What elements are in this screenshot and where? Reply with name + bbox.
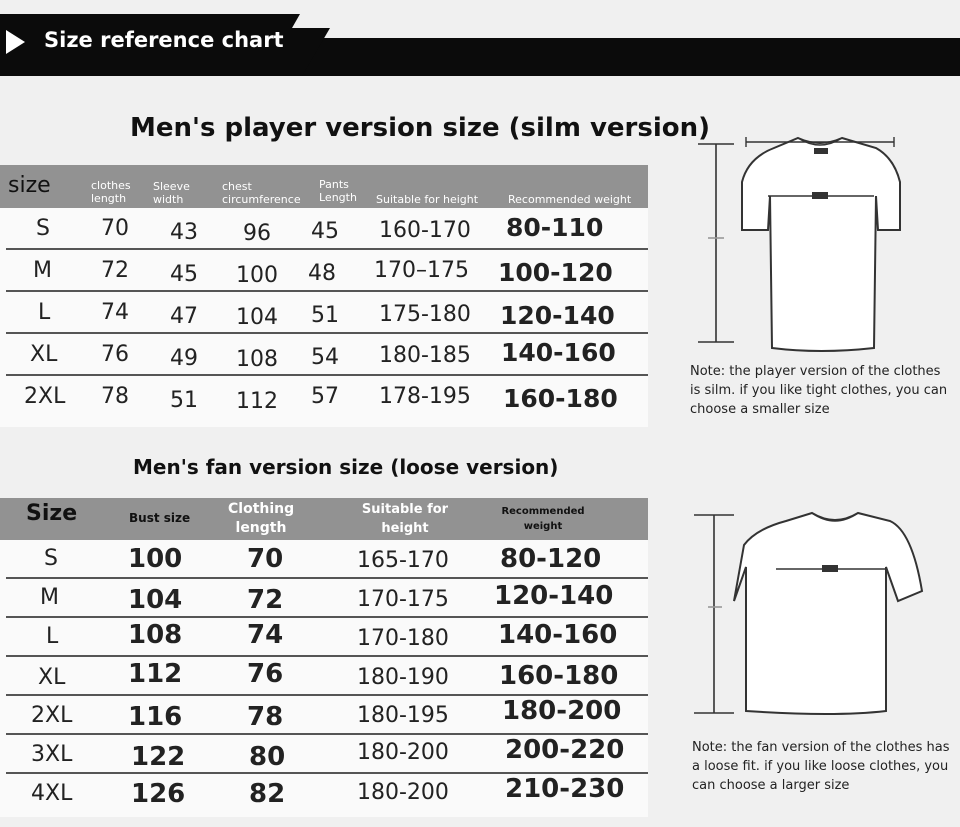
cell-chest: 100	[236, 263, 278, 288]
player-table-header	[0, 165, 648, 208]
header-chest: chest circumference	[222, 180, 301, 206]
cell-bust: 122	[131, 742, 186, 772]
tshirt-loose-diagram-icon	[690, 505, 950, 725]
fan-table-header	[0, 498, 648, 540]
cell-size: XL	[30, 342, 58, 367]
cell-length: 72	[247, 585, 284, 615]
cell-height: 178-195	[379, 384, 471, 409]
table-row	[0, 250, 648, 292]
cell-weight: 140-160	[498, 620, 618, 650]
cell-pants: 54	[311, 345, 339, 370]
cell-weight: 120-140	[494, 581, 614, 611]
cell-size: M	[33, 258, 52, 283]
table-row	[0, 292, 648, 334]
cell-size: XL	[38, 665, 66, 690]
cell-bust: 104	[128, 585, 183, 615]
cell-height: 180-200	[357, 740, 449, 765]
cell-bust: 108	[128, 620, 183, 650]
cell-size: 4XL	[31, 781, 73, 806]
cell-bust: 126	[131, 779, 186, 809]
tshirt-slim-diagram-icon	[690, 130, 950, 360]
fan-note: Note: the fan version of the clothes has a loose fit. if you like loose clothes, you can choose a larger size	[692, 740, 950, 793]
cell-bust: 116	[128, 702, 183, 732]
cell-size: M	[40, 585, 59, 610]
header-bust-size: Bust size	[129, 511, 191, 525]
cell-length: 80	[249, 742, 286, 772]
cell-sleeve: 45	[170, 262, 198, 287]
table-row	[0, 540, 648, 579]
cell-weight: 160-180	[499, 661, 619, 691]
header-suitable-height: Suitable for height	[361, 502, 449, 536]
cell-weight: 140-160	[501, 338, 616, 367]
cell-length: 78	[101, 384, 129, 409]
play-arrow-icon	[6, 30, 25, 54]
header-sleeve-width: Sleeve width	[153, 180, 190, 206]
cell-weight: 210-230	[505, 774, 625, 804]
cell-size: L	[46, 624, 59, 649]
cell-length: 82	[249, 779, 286, 809]
player-size-table	[0, 165, 648, 427]
cell-length: 70	[101, 216, 129, 241]
cell-height: 180-190	[357, 665, 449, 690]
cell-sleeve: 51	[170, 388, 198, 413]
cell-bust: 100	[128, 544, 183, 574]
cell-chest: 108	[236, 347, 278, 372]
cell-height: 160-170	[379, 218, 471, 243]
table-row	[0, 696, 648, 735]
header-size: size	[8, 173, 51, 198]
cell-pants: 45	[311, 219, 339, 244]
cell-sleeve: 43	[170, 220, 198, 245]
table-row	[0, 208, 648, 250]
cell-height: 170-180	[357, 626, 449, 651]
cell-length: 74	[101, 300, 129, 325]
cell-size: S	[36, 216, 50, 241]
cell-size: L	[38, 300, 51, 325]
cell-weight: 80-120	[500, 544, 602, 574]
cell-size: 3XL	[31, 742, 73, 767]
fan-section-title: Men's fan version size (loose version)	[133, 455, 559, 479]
page-title: Size reference chart	[44, 28, 284, 52]
cell-length: 76	[101, 342, 129, 367]
cell-length: 78	[247, 702, 284, 732]
cell-sleeve: 47	[170, 304, 198, 329]
header-suitable-height: Suitable for height	[376, 193, 479, 206]
table-row	[0, 774, 648, 813]
cell-pants: 48	[308, 261, 336, 286]
table-row	[0, 735, 648, 774]
table-row	[0, 579, 648, 618]
header-size: Size	[26, 501, 78, 526]
cell-weight: 80-110	[506, 213, 604, 242]
header-clothing-length: Clothing length	[228, 501, 295, 536]
header-recommended-weight: Recommended weight	[508, 193, 632, 206]
table-row	[0, 334, 648, 376]
player-section-title: Men's player version size (silm version)	[130, 113, 711, 143]
cell-chest: 104	[236, 305, 278, 330]
header-pants-length: Pants Length	[319, 178, 357, 204]
cell-weight: 160-180	[503, 384, 618, 413]
cell-weight: 200-220	[505, 735, 625, 765]
cell-bust: 112	[128, 659, 183, 689]
cell-weight: 180-200	[502, 696, 622, 726]
cell-size: S	[44, 546, 58, 571]
cell-height: 180-195	[357, 703, 449, 728]
cell-size: 2XL	[24, 384, 66, 409]
table-row	[0, 618, 648, 657]
cell-height: 175-180	[379, 302, 471, 327]
cell-height: 180-200	[357, 780, 449, 805]
header-clothes-length: clothes length	[91, 179, 131, 205]
cell-chest: 112	[236, 389, 278, 414]
player-note: Note: the player version of the clothes is silm. if you like tight clothes, you can choose a smaller size	[690, 364, 948, 417]
cell-length: 70	[247, 544, 284, 574]
cell-height: 170-175	[357, 587, 449, 612]
cell-weight: 100-120	[498, 258, 613, 287]
cell-height: 165-170	[357, 548, 449, 573]
table-row	[0, 657, 648, 696]
fan-size-table	[0, 498, 648, 817]
cell-length: 72	[101, 258, 129, 283]
cell-chest: 96	[243, 221, 271, 246]
table-row	[0, 376, 648, 418]
cell-pants: 57	[311, 384, 339, 409]
cell-weight: 120-140	[500, 301, 615, 330]
cell-sleeve: 49	[170, 346, 198, 371]
cell-pants: 51	[311, 303, 339, 328]
cell-height: 170–175	[374, 258, 469, 283]
header-recommended-weight: Recommended weight	[501, 506, 585, 532]
cell-length: 74	[247, 620, 284, 650]
cell-size: 2XL	[31, 703, 73, 728]
cell-height: 180-185	[379, 343, 471, 368]
cell-length: 76	[247, 659, 284, 689]
